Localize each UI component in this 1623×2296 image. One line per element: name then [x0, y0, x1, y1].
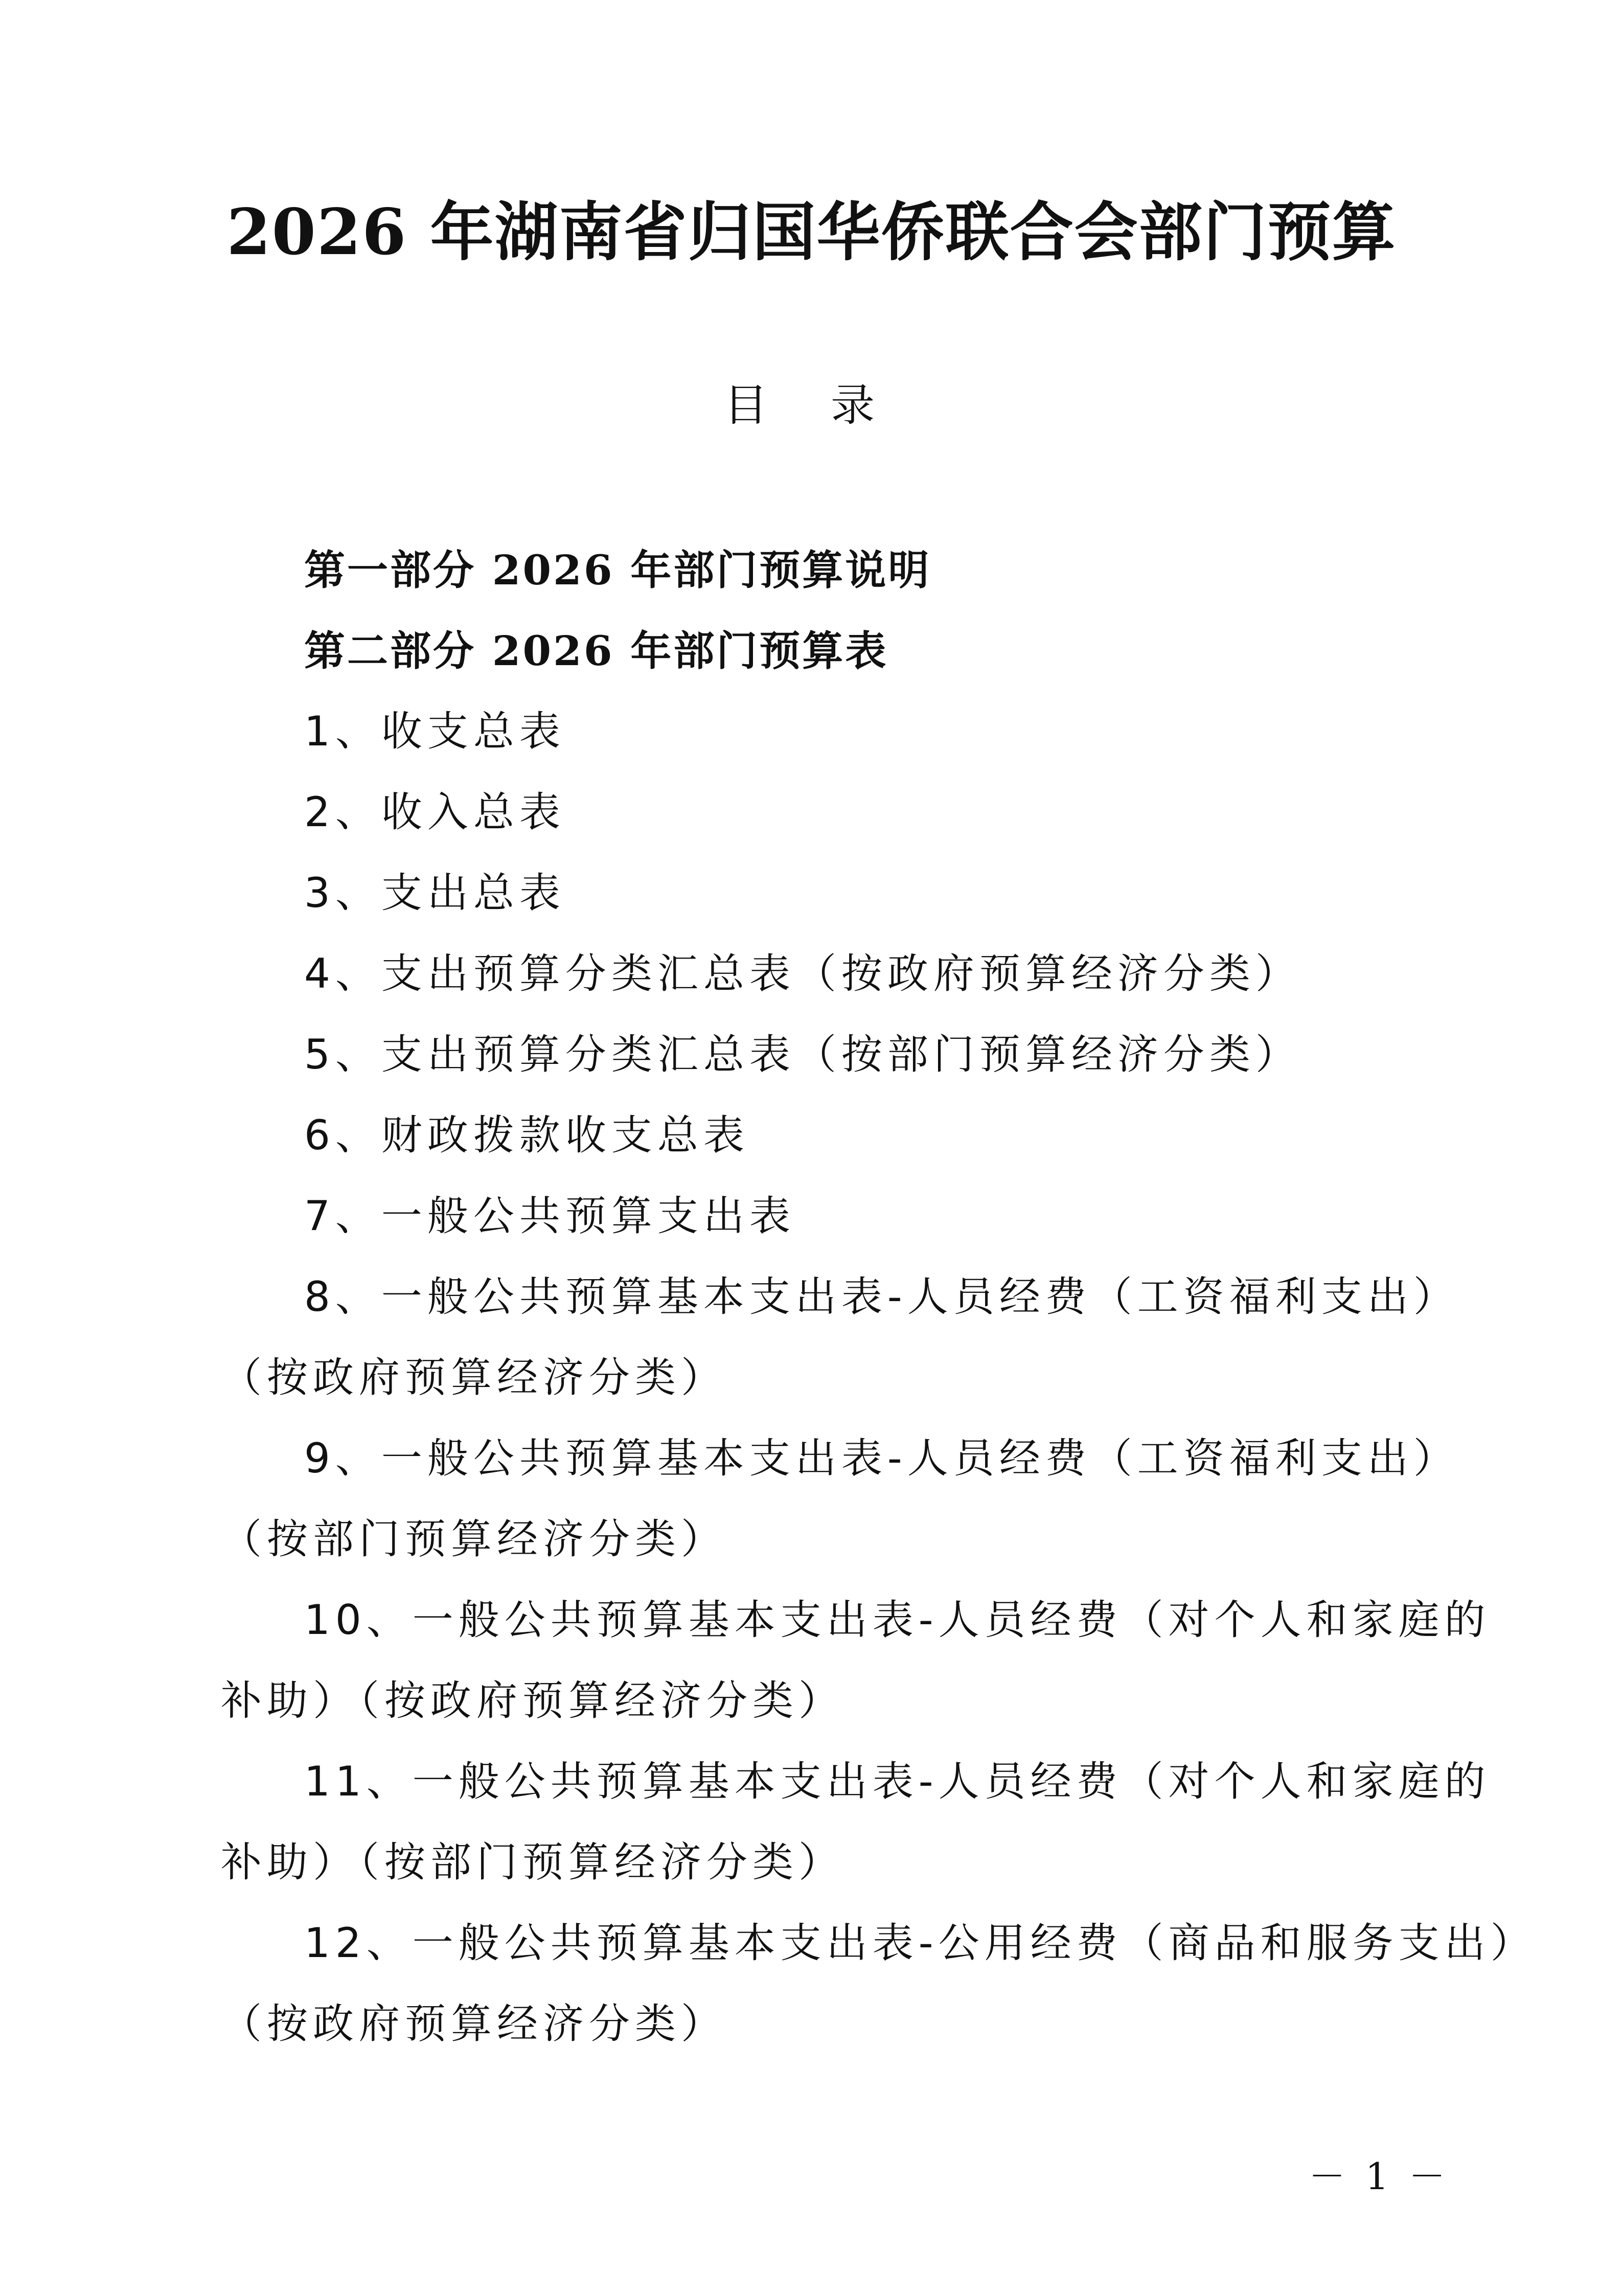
- toc-item-5: 5、支出预算分类汇总表（按部门预算经济分类）: [304, 1031, 1301, 1078]
- toc-item-6: 6、财政拨款收支总表: [304, 1111, 749, 1159]
- toc-item-9: 9、一般公共预算基本支出表-人员经费（工资福利支出）: [304, 1435, 1459, 1482]
- toc-item-1: 1、收支总表: [304, 708, 565, 755]
- page-number: － 1 －: [1309, 2155, 1450, 2198]
- toc-item-2: 2、收入总表: [304, 788, 565, 836]
- toc-item-10-continuation: 补助）（按政府预算经济分类）: [221, 1677, 844, 1724]
- toc-item-8: 8、一般公共预算基本支出表-人员经费（工资福利支出）: [304, 1273, 1459, 1321]
- toc-item-12: 12、一般公共预算基本支出表-公用经费（商品和服务支出）: [304, 1919, 1537, 1967]
- toc-part-2: 第二部分 2026 年部门预算表: [304, 627, 888, 675]
- toc-item-11-continuation: 补助）（按部门预算经济分类）: [221, 1838, 844, 1886]
- toc-item-12-continuation: （按政府预算经济分类）: [221, 2000, 727, 2048]
- page-title: 2026 年湖南省归国华侨联合会部门预算: [226, 195, 1397, 269]
- toc-item-7: 7、一般公共预算支出表: [304, 1192, 795, 1240]
- toc-heading: 目 录: [723, 380, 900, 431]
- toc-item-4: 4、支出预算分类汇总表（按政府预算经济分类）: [304, 950, 1301, 997]
- toc-item-11: 11、一般公共预算基本支出表-人员经费（对个人和家庭的: [304, 1758, 1491, 1805]
- toc-item-3: 3、支出总表: [304, 869, 565, 917]
- toc-item-9-continuation: （按部门预算经济分类）: [221, 1515, 727, 1563]
- toc-part-1: 第一部分 2026 年部门预算说明: [304, 546, 931, 594]
- toc-item-10: 10、一般公共预算基本支出表-人员经费（对个人和家庭的: [304, 1596, 1491, 1644]
- toc-item-8-continuation: （按政府预算经济分类）: [221, 1354, 727, 1401]
